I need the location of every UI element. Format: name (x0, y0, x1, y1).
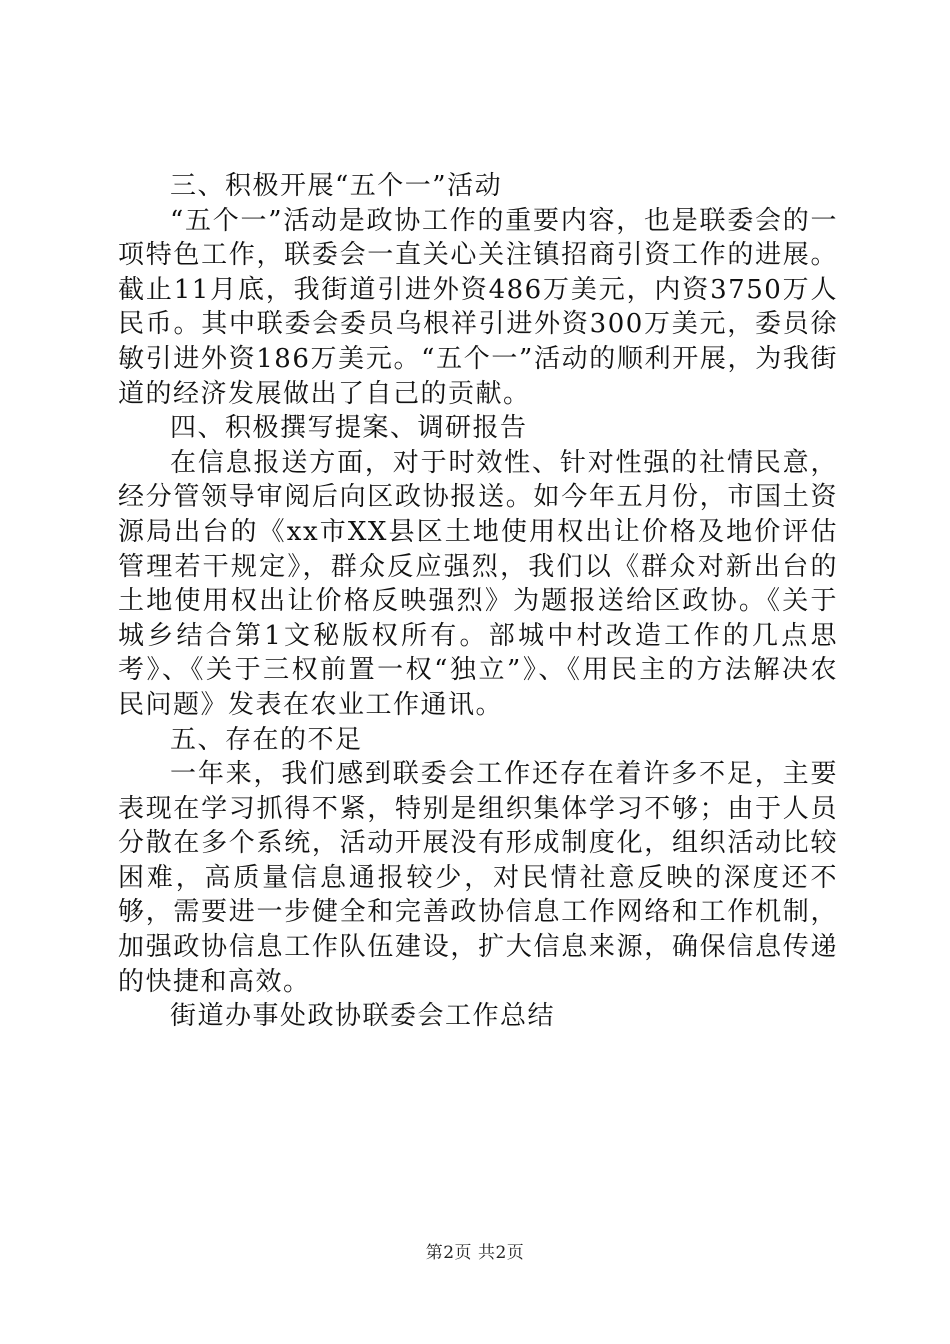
section-3-paragraph: “五个一”活动是政协工作的重要内容，也是联委会的一项特色工作，联委会一直关心关注镇招商引资工作的进展。截止11月底，我街道引进外资486万美元，内资3750万人民币。其中联委会委员乌根祥引进外资300万美元，委员徐敏引进外资186万美元。“五个一”活动的顺利开展，为我街道的经济发展做出了自己的贡献。 (118, 205, 838, 409)
section-5-heading: 五、存在的不足 (170, 724, 363, 755)
document-body (118, 169, 838, 1034)
section-3-heading: 三、积极开展“五个一”活动 (170, 171, 503, 201)
page-number-footer: 第2页 共2页 (425, 1243, 525, 1263)
section-4-paragraph: 在信息报送方面，对于时效性、针对性强的社情民意，经分管领导审阅后向区政协报送。如今年五月份，市国土资源局出台的《xx市XX县区土地使用权出让价格及地价评估管理若干规定》，群众反应强烈，我们以《群众对新出台的土地使用权出让价格反映强烈》为题报送给区政协。《关于城乡结合第1文秘版权所有。部城中村改造工作的几点思考》、《关于三权前置一权“独立”》、《用民主的方法解决农民问题》发表在农业工作通讯。 (118, 447, 838, 720)
section-4-heading: 四、积极撰写提案、调研报告 (170, 413, 528, 444)
section-5-paragraph: 一年来，我们感到联委会工作还存在着许多不足，主要表现在学习抓得不紧，特别是组织集体学习不够；由于人员分散在多个系统，活动开展没有形成制度化，组织活动比较困难，高质量信息通报较少，对民情社意反映的深度还不够，需要进一步健全和完善政协信息工作网络和工作机制，加强政协信息工作队伍建设，扩大信息来源，确保信息传递的快捷和高效。 (118, 759, 838, 997)
closing-title: 街道办事处政协联委会工作总结 (170, 1001, 556, 1032)
